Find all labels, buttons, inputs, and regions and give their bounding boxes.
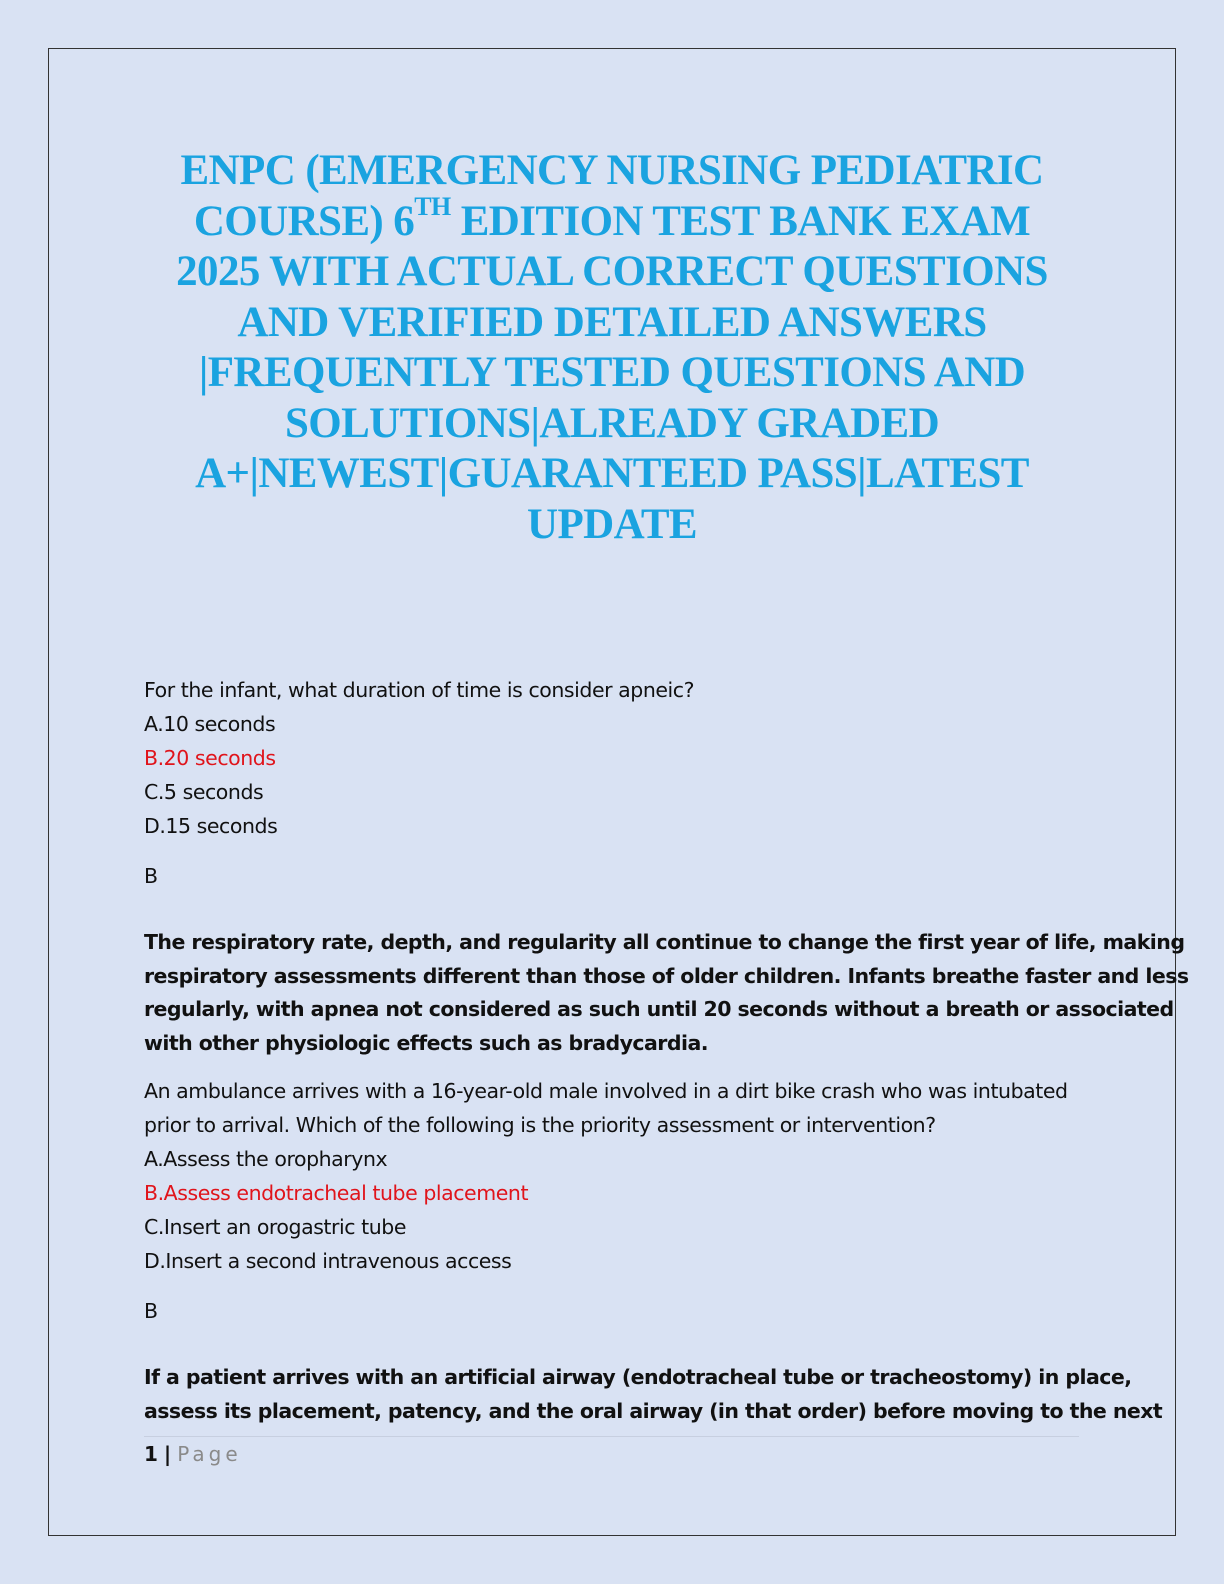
answer-option: A.10 seconds — [144, 712, 276, 736]
rationale-line: with other physiologic effects such as bradycardia. — [144, 1030, 708, 1055]
page-number: 1 — [144, 1442, 158, 1466]
answer-key: B — [144, 864, 158, 888]
rationale-line: assess its placement, patency, and the oral airway (in that order) before moving to the next — [144, 1398, 1163, 1423]
rationale — [144, 1361, 1163, 1428]
title-part-1: ENPC (EMERGENCY NURSING PEDIATRIC COURSE) 6 — [180, 147, 1044, 245]
page-label: Page — [177, 1442, 242, 1466]
page-footer — [144, 1440, 242, 1468]
question-block — [144, 1074, 1163, 1428]
rationale — [144, 926, 1189, 1060]
question-stem: prior to arrival. Which of the following is the priority assessment or intervention? — [144, 1113, 936, 1137]
document-title — [160, 146, 1064, 550]
footer-separator: | — [163, 1442, 172, 1466]
answer-option: A.Assess the oropharynx — [144, 1147, 388, 1171]
answer-option-correct: B.20 seconds — [144, 746, 276, 770]
answer-option-correct: B.Assess endotracheal tube placement — [144, 1181, 529, 1205]
question-block — [144, 673, 1189, 1060]
rationale-line: If a patient arrives with an artificial airway (endotracheal tube or tracheostomy) in place, — [144, 1365, 1132, 1389]
question-stem: For the infant, what duration of time is consider apneic? — [144, 678, 695, 702]
answer-option: D.15 seconds — [144, 814, 278, 838]
question-stem: An ambulance arrives with a 16-year-old male involved in a dirt bike crash who was intubated — [144, 1079, 1068, 1103]
rationale-line: The respiratory rate, depth, and regularity all continue to change the first year of life, making — [144, 930, 1185, 954]
rationale-line: regularly, with apnea not considered as such until 20 seconds without a breath or associated — [144, 997, 1174, 1021]
answer-option: C.Insert an orogastric tube — [144, 1215, 406, 1239]
rationale-line: respiratory assessments different than those of older children. Infants breathe faster and less — [144, 963, 1189, 988]
footer-divider — [144, 1436, 1079, 1437]
answer-option: C.5 seconds — [144, 780, 264, 804]
title-part-2: EDITION TEST BANK EXAM 2025 WITH ACTUAL CORRECT QUESTIONS AND VERIFIED DETAILED ANSWERS |FREQUENTLY TESTED QUESTIONS AND SOLUTIONS|ALREADY GRADED A+|NEWEST|GUARANTEED PASS|LATEST UPDATE — [176, 197, 1048, 548]
answer-key: B — [144, 1299, 158, 1323]
answer-option: D.Insert a second intravenous access — [144, 1249, 512, 1273]
question-content — [144, 673, 1189, 1428]
title-superscript: TH — [414, 192, 451, 222]
